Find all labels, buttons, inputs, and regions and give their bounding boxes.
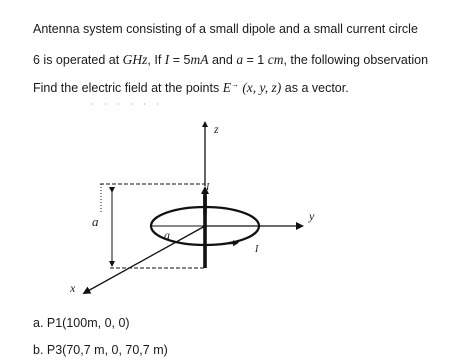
- radius-unit: cm: [267, 52, 284, 67]
- problem-text-2a: 6 is operated at: [33, 53, 123, 67]
- current-symbol: I: [164, 52, 170, 67]
- problem-text-3b: as a vector.: [281, 81, 349, 96]
- field-symbol: E: [222, 80, 231, 96]
- option-a: a. P1(100m, 0, 0): [33, 316, 130, 330]
- problem-text-3a: Find the electric field at the points: [33, 81, 223, 96]
- y-axis-label: y: [309, 209, 315, 223]
- problem-text-1: Antenna system consisting of a small dipole and a small current circle: [33, 22, 418, 36]
- loop-radius-label: a: [164, 228, 170, 242]
- dipole-current-label: I: [206, 182, 210, 193]
- vector-arrow: →: [230, 80, 239, 89]
- problem-text-2d: and: [208, 53, 237, 67]
- z-axis-label: z: [214, 122, 219, 136]
- problem-text-2b: , If: [147, 53, 165, 67]
- loop-current-arrow: [222, 243, 236, 244]
- radius-symbol: a: [236, 52, 244, 67]
- current-unit: mA: [190, 52, 209, 67]
- problem-text-2e: = 1: [243, 53, 268, 67]
- option-b: b. P3(70,7 m, 0, 70,7 m): [33, 343, 168, 357]
- problem-text-2c: = 5: [169, 53, 191, 67]
- x-axis: [86, 226, 205, 292]
- x-axis-label: x: [70, 281, 76, 295]
- field-coordinates: (x, y, z): [238, 80, 282, 96]
- problem-text-2f: , the following observation: [283, 53, 429, 67]
- loop-current-label: I: [255, 244, 259, 255]
- frequency-unit: GHz: [122, 52, 148, 67]
- dipole-length-label: a: [92, 214, 99, 229]
